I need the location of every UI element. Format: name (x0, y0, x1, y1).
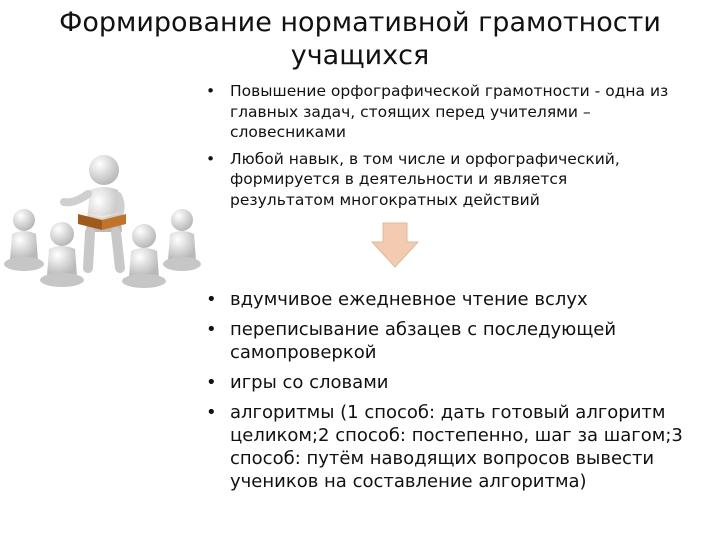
list-item: • переписывание абзацев с последующей самопроверкой (202, 318, 692, 364)
list-item: • игры со словами (202, 371, 692, 394)
list-item: • вдумчивое ежедневное чтение вслух (202, 288, 692, 311)
list-item: • Любой навык, в том числе и орфографический, формируется в деятельности и является результатом многократных действий (202, 149, 672, 211)
down-arrow-icon (370, 222, 420, 268)
slide-title: Формирование нормативной грамотности учащихся (59, 7, 661, 71)
teacher-reading-to-students-icon (4, 150, 202, 290)
bottom-bullet-list (202, 288, 692, 500)
top-bullet-list (202, 81, 672, 216)
list-item: • Повышение орфографической грамотности - одна из главных задач, стоящих перед учителями – словесниками (202, 81, 672, 143)
list-item: • алгоритмы (1 способ: дать готовый алгоритм целиком;2 способ: постепенно, шаг за шагом;3 способ: путём наводящих вопросов вывести учеников на составление алгоритма) (202, 401, 692, 493)
